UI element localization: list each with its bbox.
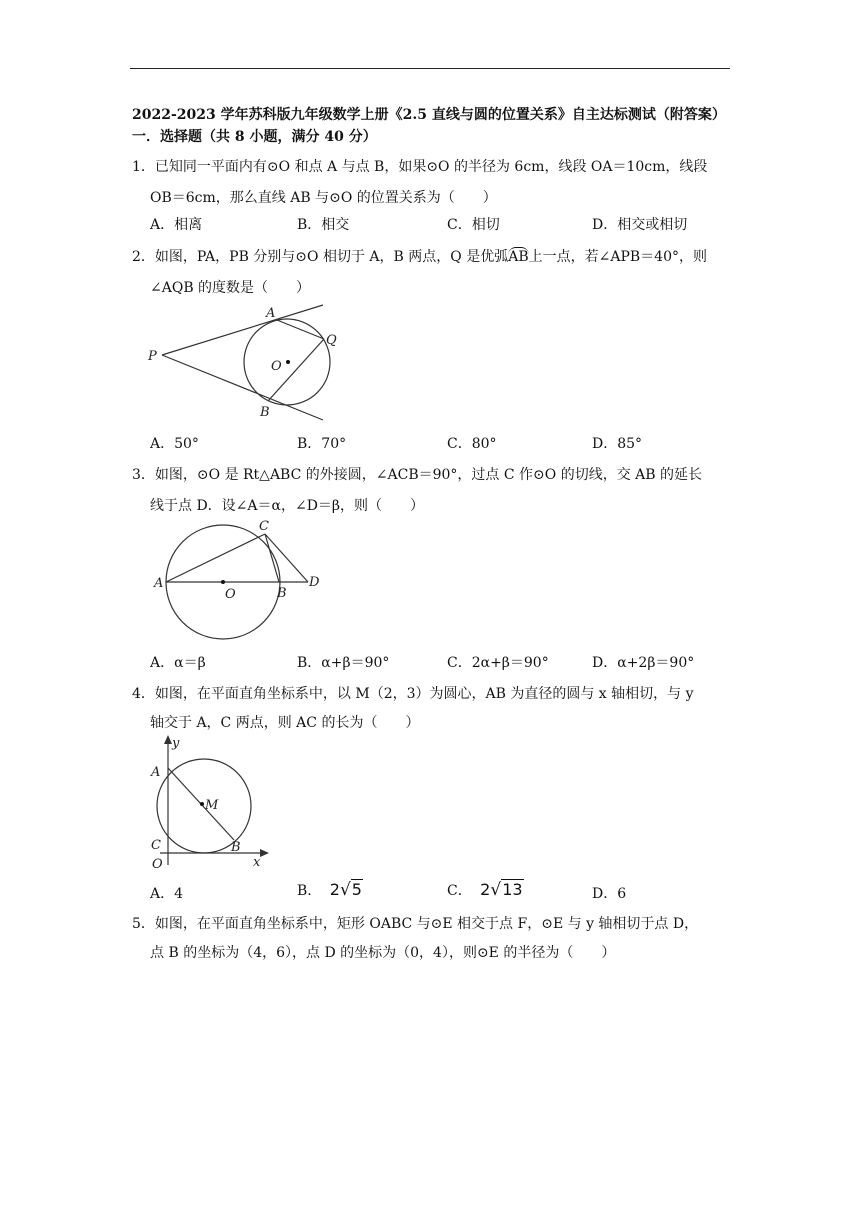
- q4-label-c: C: [151, 838, 161, 853]
- q2-line2: ∠AQB 的度数是（ ）: [150, 280, 311, 296]
- q2-option-b[interactable]: B．70°: [297, 436, 347, 452]
- q4-option-a[interactable]: A．4: [150, 886, 184, 902]
- q3-center-dot: [221, 580, 225, 584]
- q4-option-c[interactable]: [447, 880, 524, 900]
- q1-option-c[interactable]: C．相切: [447, 217, 500, 233]
- q4-label-o: O: [152, 857, 163, 872]
- q2-option-c[interactable]: C．80°: [447, 436, 497, 452]
- q4-option-b-letter: B．: [297, 883, 322, 899]
- q2-line-pb: [162, 355, 323, 420]
- q2-label-q: Q: [326, 333, 337, 348]
- q2-center-dot: [286, 360, 290, 364]
- q4-line1: 4．如图，在平面直角坐标系中，以 M（2，3）为圆心，AB 为直径的圆与 x 轴相切，与 y: [132, 686, 694, 702]
- q2-arc-label: AB: [508, 249, 529, 265]
- q2-label-a: A: [266, 306, 276, 321]
- q3-option-d[interactable]: D．α+2β＝90°: [592, 655, 695, 671]
- q1-option-b[interactable]: B．相交: [297, 217, 350, 233]
- q2-label-b: B: [260, 405, 270, 420]
- q3-line1: 3．如图，⊙O 是 Rt△ABC 的外接圆，∠ACB＝90°，过点 C 作⊙O 的切线，交 AB 的延长: [132, 467, 702, 483]
- q4-center-dot: [200, 802, 204, 806]
- q2-label-o: O: [271, 359, 282, 374]
- q4-option-c-radical: 2√13: [480, 880, 523, 900]
- section-heading: 一．选择题（共 8 小题，满分 40 分）: [132, 129, 377, 145]
- q3-label-c: C: [259, 519, 269, 534]
- q3-label-d: D: [309, 575, 320, 590]
- q4-x-arrow: [260, 849, 269, 857]
- q4-option-d[interactable]: D．6: [592, 886, 627, 902]
- page-title: 2022-2023 学年苏科版九年级数学上册《2.5 直线与圆的位置关系》自主达标测试（附答案）: [132, 107, 726, 123]
- q4-option-c-letter: C．: [447, 883, 472, 899]
- q1-option-d[interactable]: D．相交或相切: [592, 217, 688, 233]
- q4-option-b-radical: 2√5: [329, 880, 362, 900]
- q4-label-m: M: [205, 798, 219, 813]
- q3-option-c[interactable]: C．2α+β＝90°: [447, 655, 549, 671]
- q2-line1-start: 2．如图，PA，PB 分别与⊙O 相切于 A，B 两点，Q 是优弧: [132, 249, 509, 265]
- q2-line1: [132, 246, 707, 266]
- q3-line2: 线于点 D．设∠A＝α，∠D＝β，则（ ）: [150, 498, 425, 514]
- q3-option-a[interactable]: A．α＝β: [150, 655, 206, 671]
- q4-y-arrow: [164, 735, 172, 744]
- q5-line2: 点 B 的坐标为（4，6），点 D 的坐标为（0，4），则⊙E 的半径为（ ）: [150, 945, 616, 961]
- q4-b-rad: 5: [351, 880, 362, 899]
- q2-line-pa: [162, 305, 323, 355]
- q4-label-y: y: [172, 736, 180, 751]
- q2-figure: [140, 300, 350, 425]
- q2-option-d[interactable]: D．85°: [592, 436, 643, 452]
- q3-label-a: A: [154, 576, 164, 591]
- q1-option-a[interactable]: A．相离: [150, 217, 203, 233]
- q2-chord-aq: [277, 320, 324, 339]
- q4-label-x: x: [253, 855, 261, 870]
- q5-line1: 5．如图，在平面直角坐标系中，矩形 OABC 与⊙E 相交于点 F，⊙E 与 y 轴相切于点 D，: [132, 916, 699, 932]
- q4-figure: [145, 735, 275, 870]
- q4-c-coef: 2: [480, 880, 491, 899]
- q4-line2: 轴交于 A，C 两点，则 AC 的长为（ ）: [150, 715, 420, 731]
- q4-b-coef: 2: [329, 880, 340, 899]
- q4-c-rad: 13: [502, 880, 523, 899]
- q2-label-p: P: [148, 349, 157, 364]
- q1-line1: 1．已知同一平面内有⊙O 和点 A 与点 B，如果⊙O 的半径为 6cm，线段 OA＝10cm，线段: [132, 159, 708, 175]
- q2-option-a[interactable]: A．50°: [150, 436, 199, 452]
- q4-option-b[interactable]: [297, 880, 363, 900]
- q3-line-ac: [166, 534, 265, 582]
- header-rule: [130, 68, 730, 69]
- q3-figure: [150, 520, 330, 640]
- q4-circle: [157, 759, 251, 853]
- q3-label-b: B: [277, 586, 287, 601]
- q3-label-o: O: [225, 587, 236, 602]
- q1-line2: OB＝6cm，那么直线 AB 与⊙O 的位置关系为（ ）: [150, 190, 497, 206]
- q2-line1-end: 上一点，若∠APB＝40°，则: [528, 249, 707, 265]
- q4-label-b: B: [231, 840, 241, 855]
- q4-label-a: A: [151, 765, 161, 780]
- q3-option-b[interactable]: B．α+β＝90°: [297, 655, 390, 671]
